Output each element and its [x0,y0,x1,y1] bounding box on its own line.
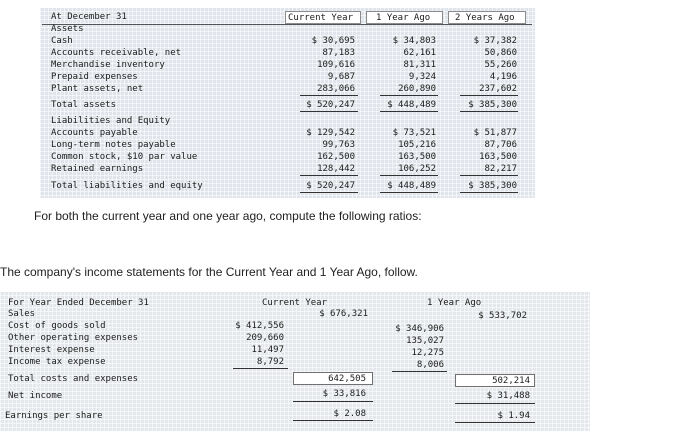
other-opex-label: Other operating expenses [8,333,139,343]
cash-2yr: $ 37,382 [473,36,517,46]
plant-2yr: 237,602 [479,84,517,94]
net-income-1yr: $ 31,488 [486,391,530,401]
total-assets-label: Total assets [51,100,117,110]
ar-1yr: 62,161 [403,48,436,58]
plant-1yr: 260,890 [398,84,436,94]
interest-label: Interest expense [8,345,95,355]
is-col-1-year-ago: 1 Year Ago [427,298,482,308]
prepaid-current: 9,687 [327,72,355,82]
prepaid-1yr: 9,324 [408,72,436,82]
row-label-cash: Cash [51,36,73,46]
double-underline [380,192,438,193]
total-assets-2yr: $ 385,300 [468,100,517,110]
underline [380,175,438,176]
bs-col-2-years-ago: 2 Years Ago [455,13,515,23]
double-underline [455,422,535,423]
row-label-accounts-payable: Accounts payable [51,128,138,138]
is-col-current-year: Current Year [262,298,328,308]
bs-col-current-year: Current Year [288,13,354,23]
total-le-1yr: $ 448,489 [387,181,436,191]
cogs-label: Cost of goods sold [8,321,106,331]
total-le-2yr: $ 385,300 [468,181,517,191]
underline [460,95,518,96]
tax-label: Income tax expense [8,357,106,367]
row-label-notes-payable: Long-term notes payable [51,140,176,150]
row-label-accounts-receivable: Accounts receivable, net [51,48,182,58]
cash-current: $ 30,695 [311,36,355,46]
double-underline [460,192,518,193]
net-income-label: Net income [8,391,63,401]
underline [300,175,358,176]
double-underline [293,401,373,402]
underline [380,95,438,96]
total-costs-label: Total costs and expenses [8,374,139,384]
inventory-current: 109,616 [317,60,355,70]
row-label-common-stock: Common stock, $10 par value [51,152,198,162]
net-income-current: $ 33,816 [322,389,366,399]
header-divider [42,24,532,25]
underline [392,371,447,372]
bs-header-label: At December 31 [51,12,127,22]
liabilities-heading: Liabilities and Equity [51,116,171,126]
total-costs-1yr: 502,214 [492,376,530,386]
stock-current: 162,500 [317,152,355,162]
double-underline [460,111,518,112]
cash-1yr: $ 34,803 [392,36,436,46]
interest-current: 11,497 [251,345,284,355]
double-underline [380,111,438,112]
other-opex-current: 209,660 [246,333,284,343]
bs-col-1-year-ago: 1 Year Ago [376,13,431,23]
sales-current: $ 676,321 [319,309,368,319]
sales-1yr: $ 533,702 [478,311,527,321]
ar-2yr: 50,860 [484,48,517,58]
double-underline [455,403,535,404]
ap-1yr: $ 73,521 [392,128,436,138]
row-label-retained-earnings: Retained earnings [51,164,144,174]
income-statement-intro: The company's income statements for the Current Year and 1 Year Ago, follow. [0,265,418,279]
double-underline [300,192,358,193]
double-underline [300,111,358,112]
underline [460,175,518,176]
assets-heading: Assets [51,24,84,34]
stock-1yr: 163,500 [398,152,436,162]
interest-1yr: 12,275 [411,348,444,358]
is-header-label: For Year Ended December 31 [8,298,149,308]
re-current: 128,442 [317,164,355,174]
row-label-prepaid: Prepaid expenses [51,72,138,82]
total-assets-1yr: $ 448,489 [387,100,436,110]
ap-current: $ 129,542 [306,128,355,138]
plant-current: 283,066 [317,84,355,94]
eps-label: Earnings per share [5,411,103,421]
inventory-1yr: 81,311 [403,60,436,70]
notes-1yr: 105,216 [398,140,436,150]
tax-current: 8,792 [256,357,284,367]
other-opex-1yr: 135,027 [406,336,444,346]
total-le-current: $ 520,247 [306,181,355,191]
cogs-current: $ 412,556 [235,321,284,331]
inventory-2yr: 55,260 [484,60,517,70]
total-assets-current: $ 520,247 [306,100,355,110]
ratios-instruction: For both the current year and one year ago, compute the following ratios: [34,209,422,223]
stock-2yr: 163,500 [479,152,517,162]
total-costs-current: 642,505 [328,374,366,384]
ar-current: 87,183 [322,48,355,58]
underline [233,368,288,369]
notes-current: 99,763 [322,140,355,150]
eps-current: $ 2.08 [333,409,366,419]
re-1yr: 106,252 [398,164,436,174]
eps-1yr: $ 1.94 [497,411,530,421]
prepaid-2yr: 4,196 [489,72,517,82]
ap-2yr: $ 51,877 [473,128,517,138]
tax-1yr: 8,006 [416,360,444,370]
re-2yr: 82,217 [484,164,517,174]
row-label-inventory: Merchandise inventory [51,60,165,70]
cogs-1yr: $ 346,906 [395,324,444,334]
underline [300,95,358,96]
sales-label: Sales [8,309,36,319]
total-le-label: Total liabilities and equity [51,181,203,191]
notes-2yr: 87,706 [484,140,517,150]
row-label-plant-assets: Plant assets, net [51,84,144,94]
double-underline [293,420,373,421]
